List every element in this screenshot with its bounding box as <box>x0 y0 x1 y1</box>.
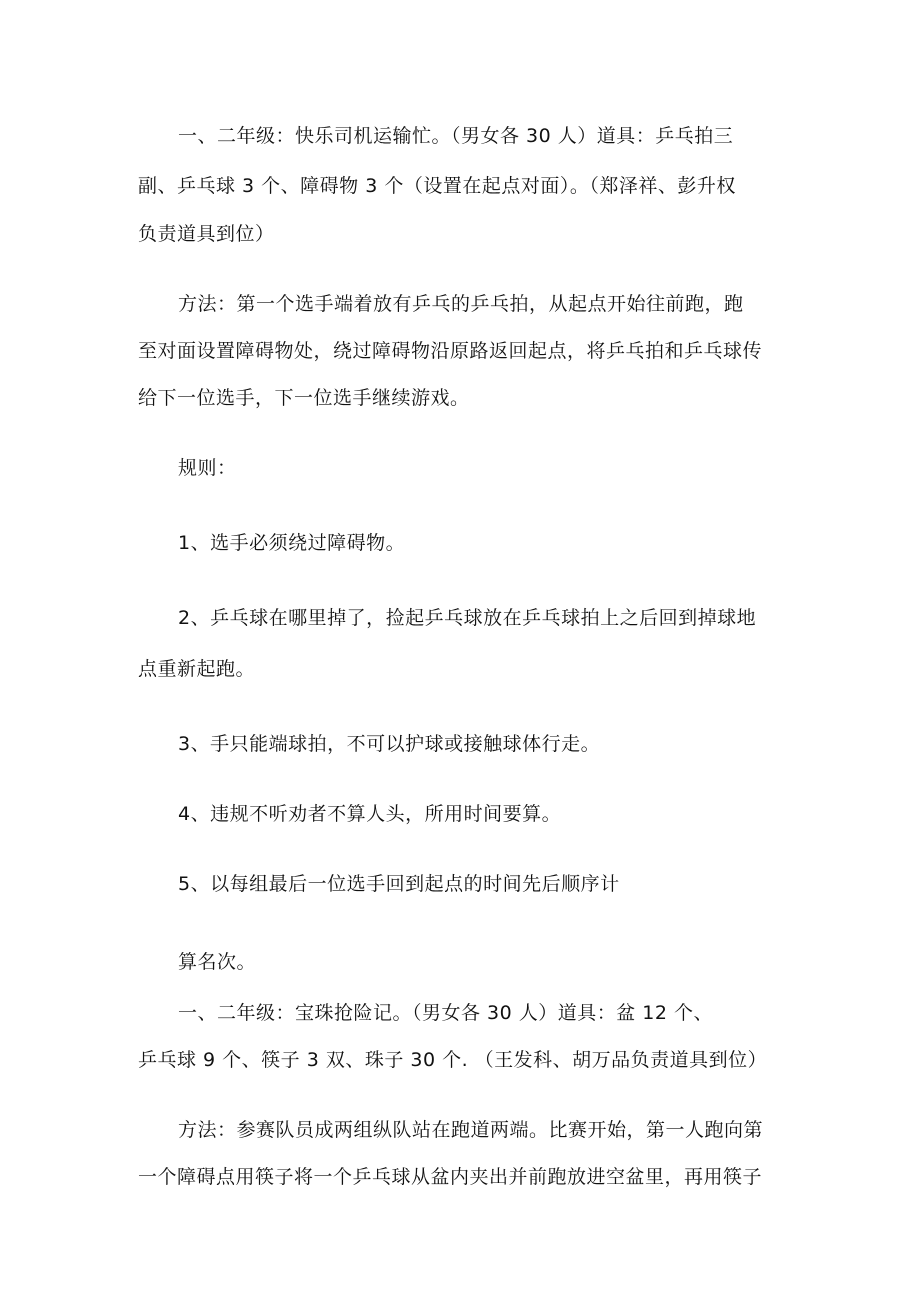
rule-2-line-2: 点重新起跑。 <box>138 658 256 680</box>
rule-5-line-2: 算名次。 <box>178 951 257 973</box>
section1-heading-line-3: 负责道具到位） <box>138 223 275 245</box>
section2-method-line-1: 方法：参赛队员成两组纵队站在跑道两端。比赛开始，第一人跑向第 <box>178 1119 764 1141</box>
rule-3: 3、手只能端球拍，不可以护球或接触球体行走。 <box>178 733 601 755</box>
section1-heading-line-2: 副、乒乓球 3 个、障碍物 3 个（设置在起点对面）。（郑泽祥、彭升权 <box>138 175 736 197</box>
rule-1: 1、选手必须绕过障碍物。 <box>178 532 406 554</box>
section2-method-line-2: 一个障碍点用筷子将一个乒乓球从盆内夹出并前跑放进空盆里，再用筷子 <box>138 1166 763 1188</box>
rule-5-line-1: 5、以每组最后一位选手回到起点的时间先后顺序计 <box>178 873 620 895</box>
section1-heading-line-1: 一、二年级：快乐司机运输忙。（男女各 30 人）道具：乒乓拍三 <box>178 125 734 147</box>
rule-2-line-1: 2、乒乓球在哪里掉了，捡起乒乓球放在乒乓球拍上之后回到掉球地 <box>178 607 757 629</box>
rules-title: 规则： <box>178 457 237 479</box>
rule-4: 4、违规不听劝者不算人头，所用时间要算。 <box>178 803 562 825</box>
section2-heading-line-2: 乒乓球 9 个、筷子 3 双、珠子 30 个. （王发科、胡万品负责道具到位） <box>138 1049 768 1071</box>
section1-method-line-2: 至对面设置障碍物处，绕过障碍物沿原路返回起点，将乒乓拍和乒乓球传 <box>138 340 763 362</box>
section2-heading-line-1: 一、二年级：宝珠抢险记。（男女各 30 人）道具：盆 12 个、 <box>178 1002 714 1024</box>
section1-method-line-1: 方法：第一个选手端着放有乒乓的乒乓拍，从起点开始往前跑，跑 <box>178 293 744 315</box>
section1-method-line-3: 给下一位选手，下一位选手继续游戏。 <box>138 387 470 409</box>
